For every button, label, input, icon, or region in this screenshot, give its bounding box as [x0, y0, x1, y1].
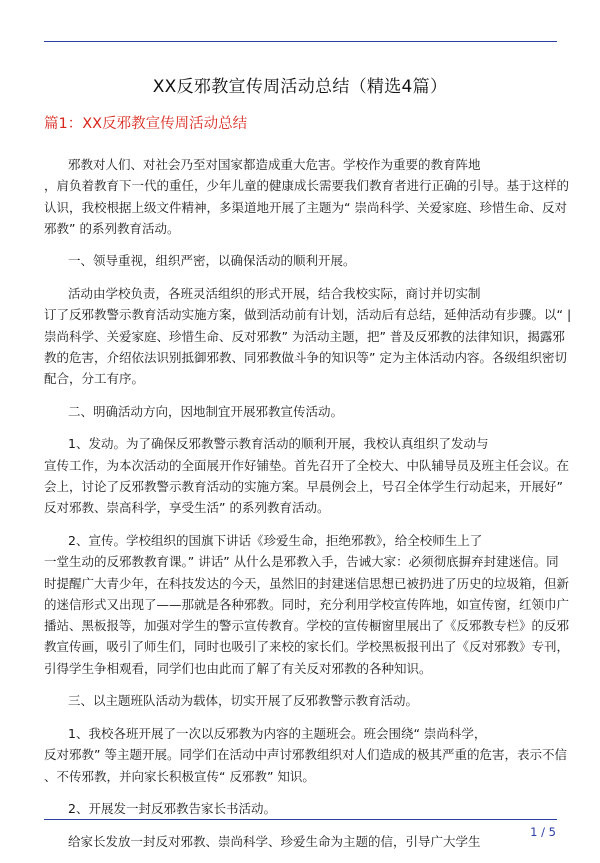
paragraph: [44, 401, 557, 422]
paragraph: [44, 530, 570, 679]
text-line: 时提醒广大青少年，在科技发达的今天，虽然旧的封建迷信思想已被扔进了历史的垃圾箱，但新: [44, 575, 570, 591]
text-line: 配合，分工有序。: [44, 371, 145, 387]
text-line: 1、我校各班开展了一次以反邪教为内容的主题班会。班会围绕“ 崇尚科学，: [68, 725, 487, 741]
paragraph: [44, 250, 557, 271]
document-body: [44, 154, 572, 863]
text-line: 认识，我校根据上级文件精神，多渠道地开展了主题为“ 崇尚科学、关爱家庭、珍惜生命、反对: [44, 199, 567, 215]
paragraph: [44, 283, 572, 389]
text-line: 的迷信形式又出现了——那就是各种邪教。同时，充分利用学校宣传阵地，如宣传窗，红领巾广: [44, 596, 570, 612]
section-heading: 篇1：XX反邪教宣传周活动总结: [44, 116, 248, 132]
footer-rule: [44, 819, 557, 820]
text-line: 给家长发放一封反对邪教、崇尚科学、珍爱生命为主题的信，引导广大学生: [68, 833, 481, 849]
paragraph: [44, 798, 557, 819]
text-line: 邪教对人们、对社会乃至对国家都造成重大危害。学校作为重要的教育阵地: [68, 157, 481, 172]
text-line: 崇尚科学、关爱家庭、珍惜生命、反对邪教” 为活动主题，把” 普及反邪教的法律知识，揭露邪: [44, 328, 565, 344]
text-line: 引得学生争相观看，同学们也由此而了解了有关反对邪教的各种知识。: [44, 660, 432, 676]
text-line: 反对邪教、崇高科学，享受生活” 的系列教育活动。: [44, 500, 330, 516]
text-line: 教的危害，介绍依法识别抵御邪教、同邪教做斗争的知识等” 定为主体活动内容。各级组织密切: [44, 349, 567, 365]
header-rule: [44, 41, 557, 42]
document-title: XX反邪教宣传周活动总结（精选4篇）: [152, 77, 448, 97]
text-line: 2、开展发一封反邪教告家长书活动。: [68, 801, 276, 817]
text-line: 、不传邪教，并向家长积极宣传“ 反邪教” 知识。: [44, 768, 315, 784]
paragraph: [44, 433, 570, 518]
text-line: 2、宣传。学校组织的国旗下讲话《珍爱生命，拒绝邪教》，给全校师生上了: [68, 532, 483, 548]
text-line: 二、明确活动方向，因地制宜开展邪教宣传活动。: [68, 403, 344, 419]
paragraph: [44, 723, 567, 787]
text-line: 播站、黑板报等，加强对学生的警示宣传教育。学校的宣传橱窗里展出了《反邪教专栏》的反邪: [44, 618, 570, 634]
text-line: 会上，讨论了反邪教警示教育活动的实施方案。早晨例会上，号召全体学生行动起来，开展好”: [44, 479, 563, 495]
paragraph: [44, 154, 570, 239]
text-line: 一、领导重视，组织严密，以确保活动的顺利开展。: [68, 253, 356, 269]
paragraph: [44, 690, 557, 711]
text-line: 邪教” 的系列教育活动。: [44, 220, 180, 236]
page-number: 1 / 5: [530, 825, 556, 839]
text-line: ，肩负着教育下一代的重任，少年儿童的健康成长需要我们教育者进行正确的引导。基于这样的: [44, 178, 570, 194]
text-line: 订了反邪教警示教育活动实施方案，做到活动前有计划，活动后有总结，延伸活动有步骤。以“ |: [44, 307, 572, 323]
text-line: 活动由学校负责，各班灵活组织的形式开展，结合我校实际，商讨并切实制: [68, 286, 481, 302]
text-line: 一堂生动的反邪教教育课。” 讲话” 从什么是邪教入手，告诫大家：必须彻底摒弃封建迷信。同: [44, 554, 559, 570]
text-line: 三、以主题班队活动为载体，切实开展了反邪教警示教育活动。: [68, 693, 419, 709]
text-line: 宣传工作，为本次活动的全面展开作好铺垫。首先召开了全校大、中队辅导员及班主任会议。在: [44, 457, 570, 473]
text-line: 1、发动。为了确保反邪教警示教育活动的顺利开展，我校认真组织了发动与: [68, 436, 489, 452]
text-line: 教宣传画，吸引了师生们，同时也吸引了来校的家长们。学校黑板报刊出了《反对邪教》专刊，: [44, 639, 570, 655]
text-line: 反对邪教” 等主题开展。同学们在活动中声讨邪教组织对人们造成的极其严重的危害，表示不信: [44, 747, 567, 763]
